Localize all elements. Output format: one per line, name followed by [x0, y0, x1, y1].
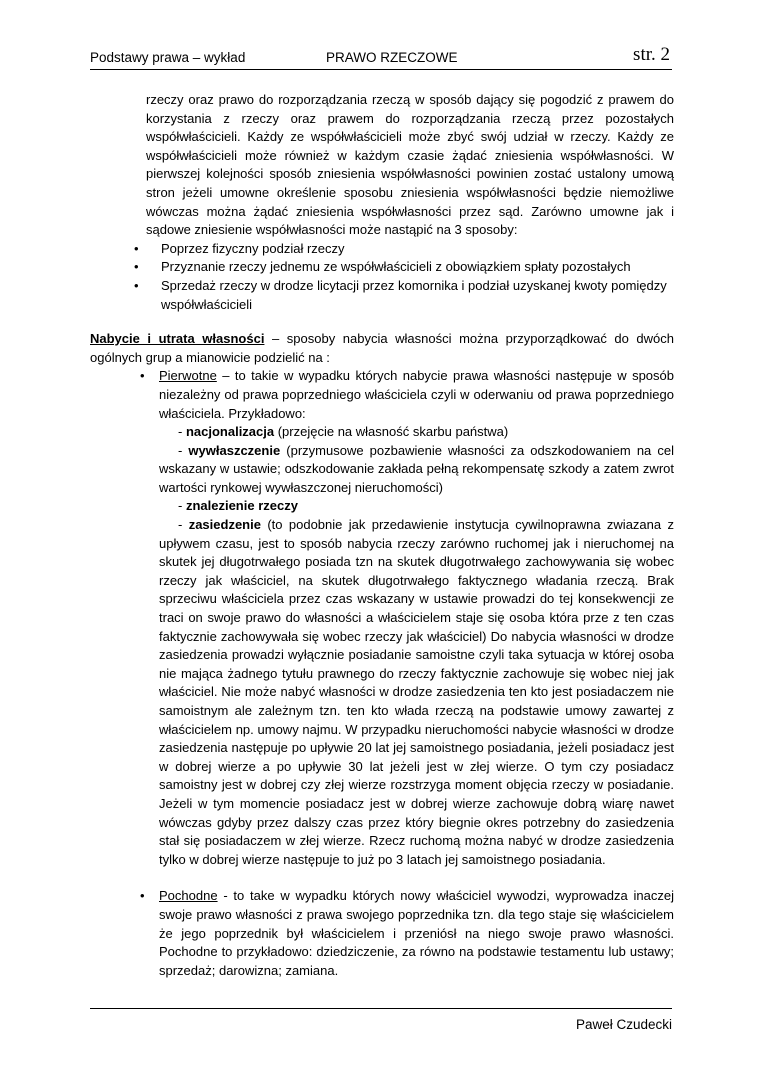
- footer-author: Paweł Czudecki: [575, 1017, 672, 1032]
- intro-paragraph: rzeczy oraz prawo do rozporządzania rzeczą w sposób dający się pogodzić z prawem do korzystania z rzeczy oraz prawem do rozporządzania rzeczą przez pozostałych współwłaścicieli. Każdy ze współwłaścicieli może zbyć swój udział w rzeczy. Każdy ze współwłaścicieli może również w każdym czasie żądać zniesienia współwłasności. W pierwszej kolejności sposób zniesienia współwłasności powinien zostać ustalony umową stron jeżeli umowne określenie sposobu zniesienia współwłasności będzie niemożliwe wówczas można żądać zniesienia współwłasności przez sąd. Zarówno umowne jak i sądowe zniesienie współwłasności może nastąpić na 3 sposoby:: [146, 92, 674, 238]
- example-text: (przymusowe pozbawienie własności za odszkodowaniem na cel wskazany w ustawie; odszkodowanie zakłada pełną rekompensatę szkody a zatem zwrot wartości rynkowej wywłaszczonej nieruchomości): [159, 442, 674, 495]
- original-description: – to takie w wypadku których nabycie prawa własności następuje w sposób niezależny od prawa poprzedniego właściciela czyli w oderwaniu od prawa poprzedniego właściciela. Przykładowo:: [159, 368, 674, 421]
- page-header: [90, 44, 670, 70]
- example-term: znalezienie rzeczy: [185, 498, 298, 514]
- section-intro: [90, 330, 674, 367]
- example-text: (to podobnie jak przedawienie instytucja cywilnoprawna zwiazana z upływem czasu, jest to sposób nabycia rzeczy zarówno ruchomej jak i nieruchomej na skutek jej długotrwałego posiada tzn na skutek długotrwałego zachowywania się wobec rzeczy jak właściciel, na skutek długotrwałego faktycznego władania rzeczą. Brak sprzeciwu właściciela przez czas wskazany w ustawie prowadzi do tej konsekwencji ze traci on swoje prawo do własności a właścicielem staje się osoba która prze z ten czas faktycznie zachowywała się wobec rzeczy jak właściciel) Do nabycia własności w drodze zasiedzenia prowadzi wyłącznie posiadanie samoistne czyli taka sytuacja w której osoba nie mająca żadnego tytułu prawnego do rzeczy faktycznie zachowuje się wobec niej jak właściciel. Nie może nabyć własności w drodze zasiedzenia ten kto jest posiadaczem nie samoistnym ale zależnym tzn. ten kto włada rzeczą na podstawie umowy zawartej z właścicielem np. umowy najmu. W przypadku nieruchomości nabycie własności w drodze zasiedzenia następuje po upływie 20 lat jej samoistnego posiadania, jeżeli posiadacz jest w dobrej wierze a po upływie 30 lat jeżeli jest w złej wierze. O tym czy posiadacz samoistny jest w dobrej czy złej wierze rozstrzyga moment objęcia rzeczy w posiadanie. Jeżeli w tym momencie posiadacz jest w dobrej wierze zachowuje dobrą wiarę nawet wówczas gdyby przez dalszy czas przez który biegnie okres potrzebny do zasiedzenia stał się posiadaczem w złej wierze. Rzecz ruchomą można nabyć w drodze zasiedzenia tylko w dobrej wierze następuje to już po 3 latach jej samoistnego posiadania.: [159, 517, 674, 867]
- co-ownership-methods-list: [90, 240, 674, 314]
- original-acquisition-item: [159, 367, 674, 887]
- example-item: [159, 423, 674, 442]
- example-dash: -: [178, 424, 186, 440]
- derivative-term: Pochodne: [159, 888, 218, 904]
- header-course-title: Podstawy prawa – wykład: [90, 50, 246, 65]
- section-lead: – sposoby nabycia własności można przyporządkować do dwóch ogólnych grup a mianowicie podzielić na :: [90, 331, 674, 365]
- acquisition-modes-list: [90, 367, 674, 980]
- ownership-section: [90, 330, 674, 980]
- example-term: nacjonalizacja: [185, 424, 275, 440]
- derivative-definition: [159, 887, 674, 980]
- header-page-number: str. 2: [633, 44, 670, 65]
- list-item: • Przyznanie rzeczy jednemu ze współwłaścicieli z obowiązkiem spłaty pozostałych: [146, 258, 674, 277]
- original-definition: [159, 367, 674, 423]
- example-term: zasiedzenie: [188, 517, 261, 533]
- section-title: Nabycie i utrata własności: [90, 331, 265, 347]
- example-item: [159, 516, 674, 869]
- example-item: [159, 442, 674, 498]
- example-item: [159, 497, 674, 516]
- example-dash: -: [178, 498, 186, 514]
- list-item: • Poprzez fizyczny podział rzeczy: [146, 240, 674, 259]
- list-item: • Sprzedaż rzeczy w drodze licytacji przez komornika i podział uzyskanej kwoty pomiędzy współwłaścicieli: [146, 277, 674, 314]
- example-dash: -: [178, 442, 189, 458]
- example-dash: -: [178, 517, 189, 533]
- example-text: (przejęcie na własność skarbu państwa): [274, 424, 509, 440]
- page-body: [90, 91, 674, 980]
- derivative-acquisition-item: [159, 887, 674, 980]
- header-topic: PRAWO RZECZOWE: [326, 50, 458, 65]
- footer-divider: [90, 1008, 672, 1009]
- header-divider: [90, 69, 672, 70]
- derivative-description: - to take w wypadku których nowy właściciel wywodzi, wyprowadza inaczej swoje prawo własności z prawa swojego poprzednika tzn. dla tego staje się właścicielem że jego poprzednik był właścicielem i przeniósł na niego swoje prawo własności. Pochodne to przykładowo: dziedziczenie, za równo na podstawie testamentu lub ustawy; sprzedaż; darowizna; zamiana.: [159, 888, 674, 978]
- original-term: Pierwotne: [159, 368, 217, 384]
- example-term: wywłaszczenie: [188, 442, 281, 458]
